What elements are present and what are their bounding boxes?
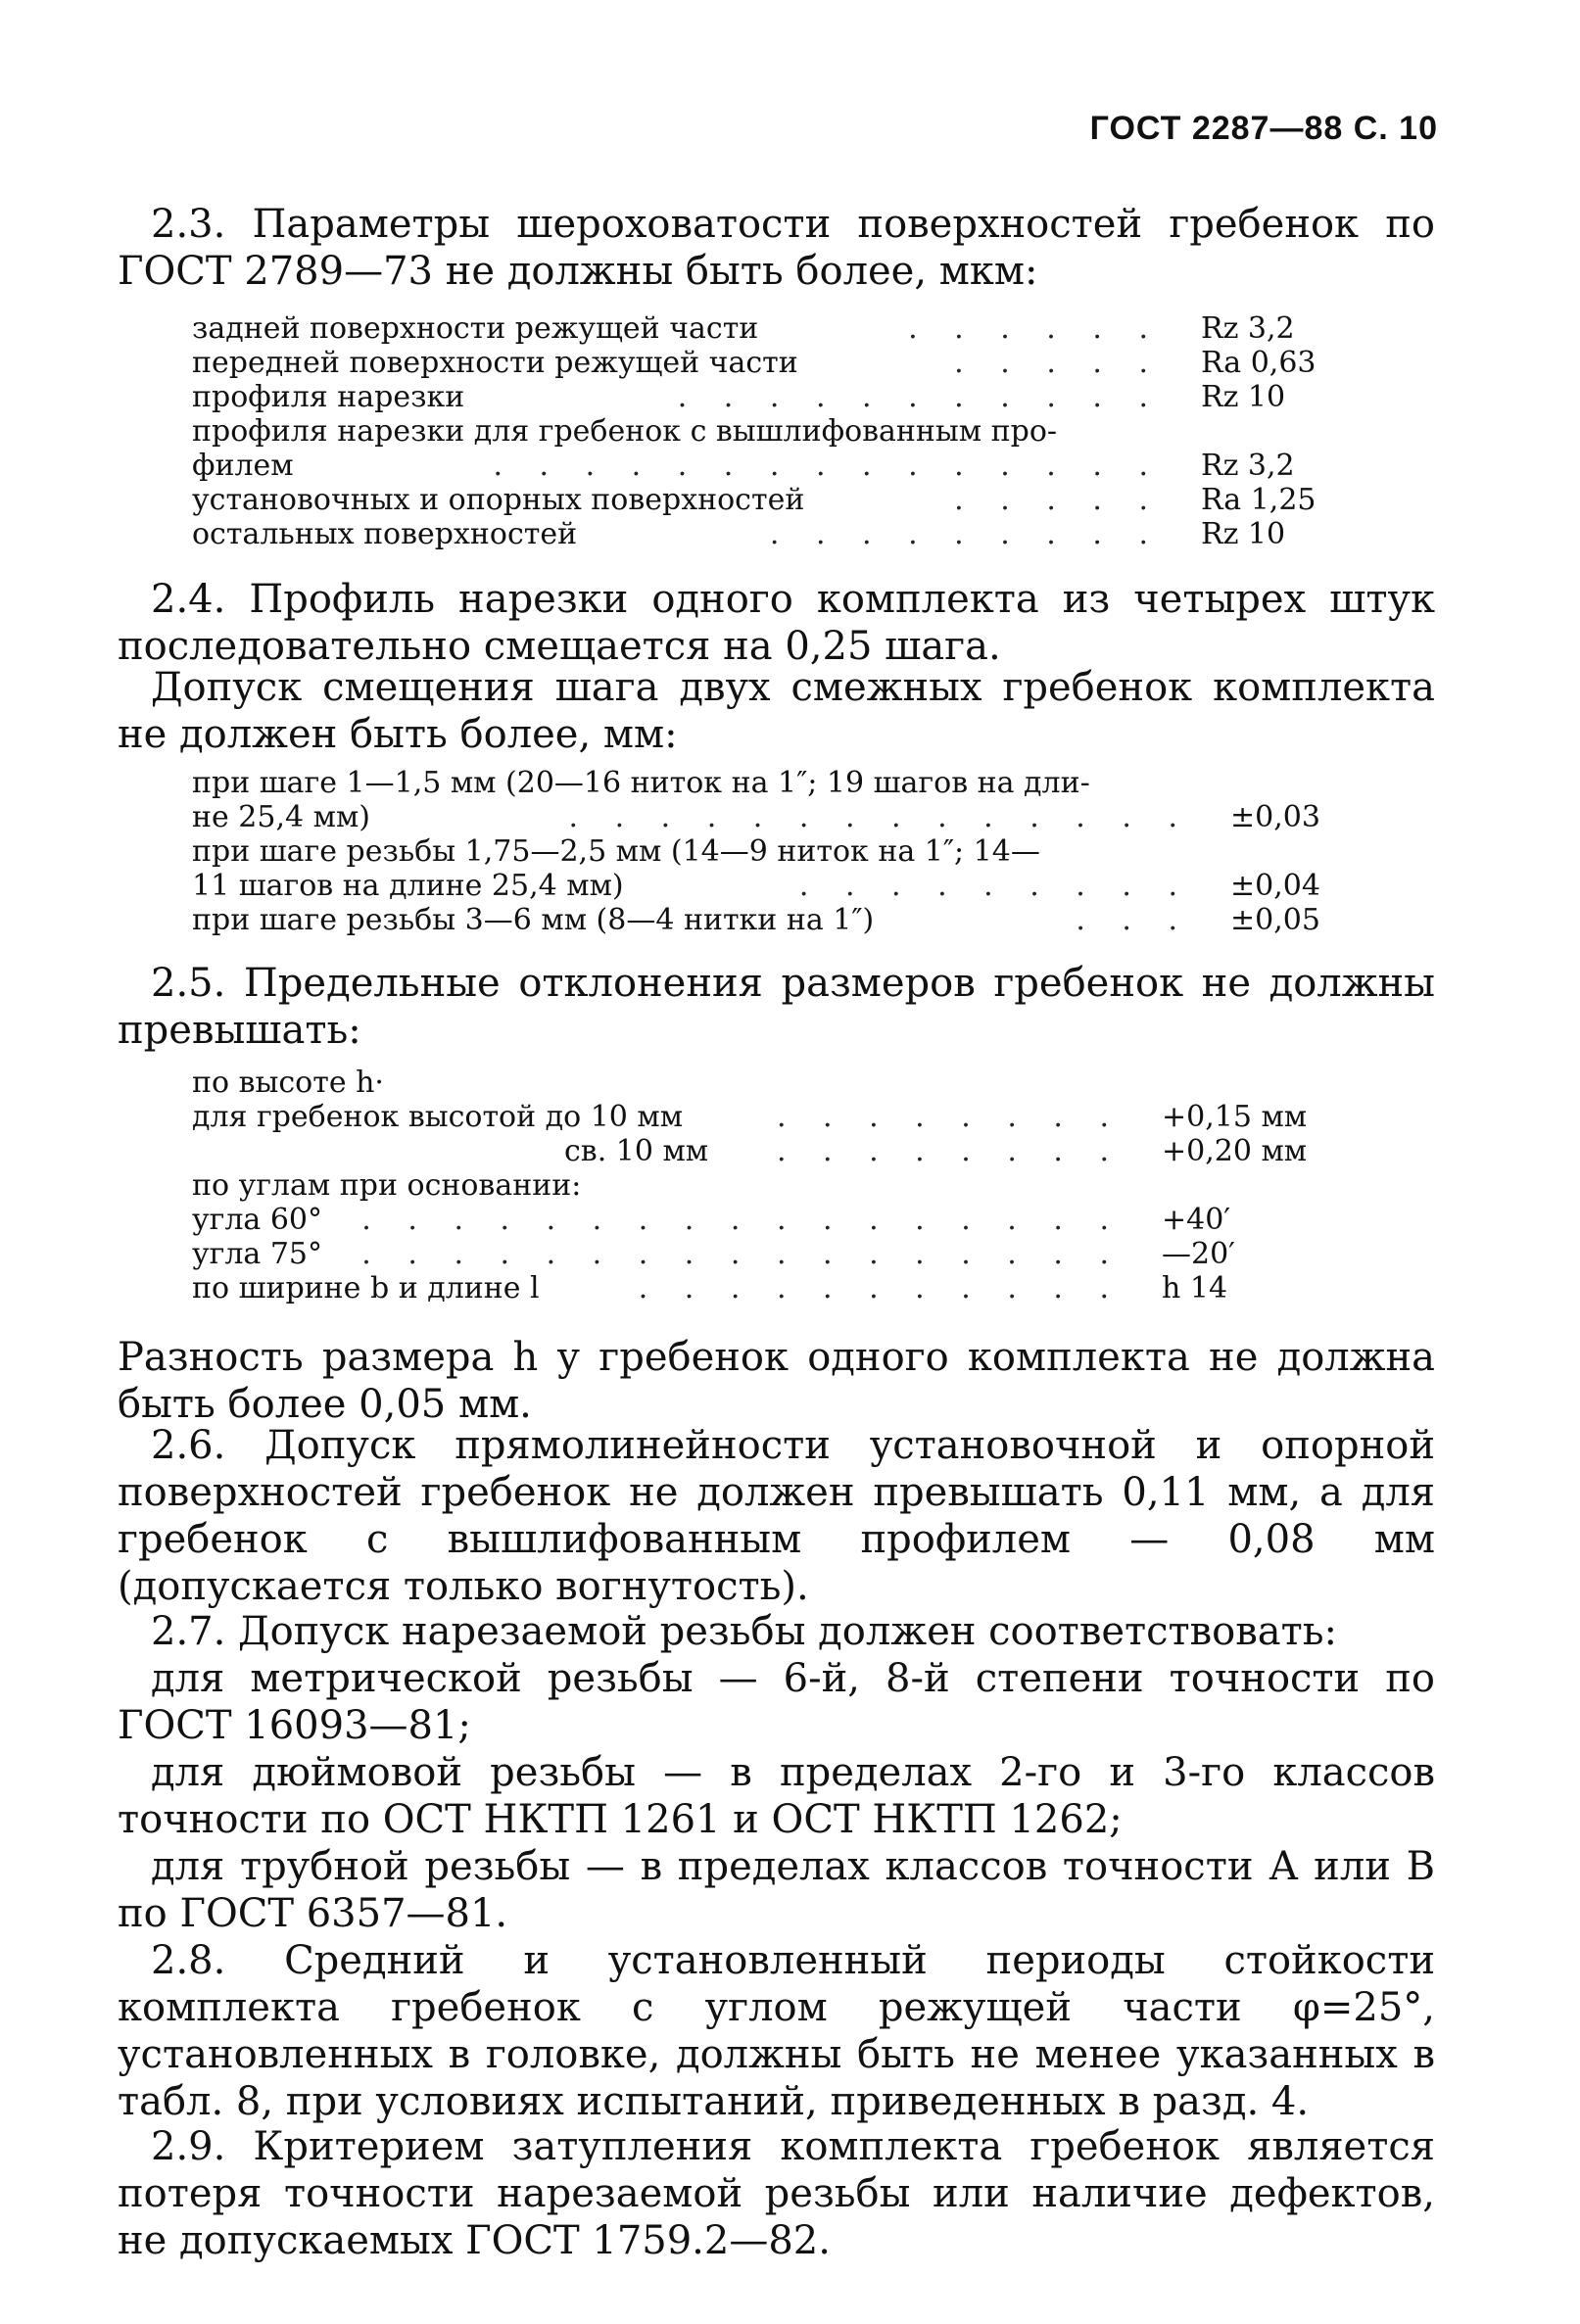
page-header: ГОСТ 2287—88 С. 10 <box>1089 110 1438 147</box>
list-item: установочных и опорных поверхностей . . . . . Ra 1,25 <box>192 483 1317 517</box>
section-2-9-criterion: 2.9. Критерием затупления комплекта гребенок является потеря точности нарезаемой резьбы или наличие дефектов, не допускаемых ГОСТ 1759.2—82. <box>118 2124 1435 2263</box>
list-item: по ширине b и длине l . . . . . . . . . . . h 14 <box>192 1271 1228 1305</box>
list-item: 11 шагов на длине 25,4 мм) . . . . . . . . . ±0,04 <box>192 869 1320 903</box>
list-item: передней поверхности режущей части . . . . . Ra 0,63 <box>192 346 1317 380</box>
section-2-8-durability: 2.8. Средний и установленный периоды стойкости комплекта гребенок с углом режущей части φ=25°, установленных в головке, должны быть не менее указанных в табл. 8, при условиях испытаний, приведенных в разд. 4. <box>118 1938 1435 2124</box>
list-item: по углам при основании: <box>192 1168 582 1203</box>
section-2-5-intro: 2.5. Предельные отклонения размеров гребенок не должны превышать: <box>118 961 1435 1053</box>
size-deviation-list <box>192 1066 1348 1305</box>
list-item: св. 10 мм . . . . . . . . +0,20 мм <box>564 1134 1308 1168</box>
list-item: угла 60° . . . . . . . . . . . . . . . . . +40′ <box>192 1203 1231 1237</box>
section-2-5-size-difference: Разность размера h у гребенок одного комплекта не должна быть более 0,05 мм. <box>118 1335 1435 1427</box>
section-2-7-inch: для дюймовой резьбы — в пределах 2-го и 3-го классов точности по ОСТ НКТП 1261 и ОСТ НКТП 1262; <box>118 1750 1435 1842</box>
section-2-6-straightness: 2.6. Допуск прямолинейности установочной и опорной поверхностей гребенок не должен превышать 0,11 мм, а для гребенок с вышлифованным профилем — 0,08 мм (допускается только вогнутость). <box>118 1423 1435 1609</box>
section-2-7-metric: для метрической резьбы — 6-й, 8-й степени точности по ГОСТ 16093—81; <box>118 1656 1435 1748</box>
pitch-tolerance-list <box>192 766 1348 937</box>
list-item: при шаге резьбы 1,75—2,5 мм (14—9 ниток на 1″; 14— <box>192 834 1040 869</box>
list-item: при шаге резьбы 3—6 мм (8—4 нитки на 1″) . . . ±0,05 <box>192 903 1320 937</box>
list-item: задней поверхности режущей части . . . . . . Rz 3,2 <box>192 311 1295 346</box>
list-item: угла 75° . . . . . . . . . . . . . . . . . —20′ <box>192 1237 1235 1271</box>
list-item: остальных поверхностей . . . . . . . . . Rz 10 <box>192 517 1286 551</box>
section-2-4-tolerance: Допуск смещения шага двух смежных гребенок комплекта не должен быть более, мм: <box>118 665 1435 757</box>
section-2-7-intro: 2.7. Допуск нарезаемой резьбы должен соответствовать: <box>151 1609 1338 1654</box>
section-2-4-profile: 2.4. Профиль нарезки одного комплекта из четырех штук последовательно смещается на 0,25 шага. <box>118 577 1435 669</box>
list-item: не 25,4 мм) . . . . . . . . . . . . . . ±0,03 <box>192 800 1320 834</box>
section-2-7-pipe: для трубной резьбы — в пределах классов точности А или В по ГОСТ 6357—81. <box>118 1844 1435 1936</box>
list-item: профиля нарезки для гребенок с вышлифованным про- <box>192 414 1058 449</box>
section-2-3-intro: 2.3. Параметры шероховатости поверхностей гребенок по ГОСТ 2789—73 не должны быть более, мкм: <box>118 202 1435 294</box>
roughness-list <box>192 311 1348 551</box>
list-item: по высоте h· <box>192 1066 384 1100</box>
list-item: филем . . . . . . . . . . . . . . . Rz 3,2 <box>192 449 1295 483</box>
list-item: профиля нарезки . . . . . . . . . . . Rz 10 <box>192 380 1286 414</box>
list-item: для гребенок высотой до 10 мм . . . . . . . . +0,15 мм <box>192 1100 1308 1134</box>
list-item: при шаге 1—1,5 мм (20—16 ниток на 1″; 19 шагов на дли- <box>192 766 1090 800</box>
